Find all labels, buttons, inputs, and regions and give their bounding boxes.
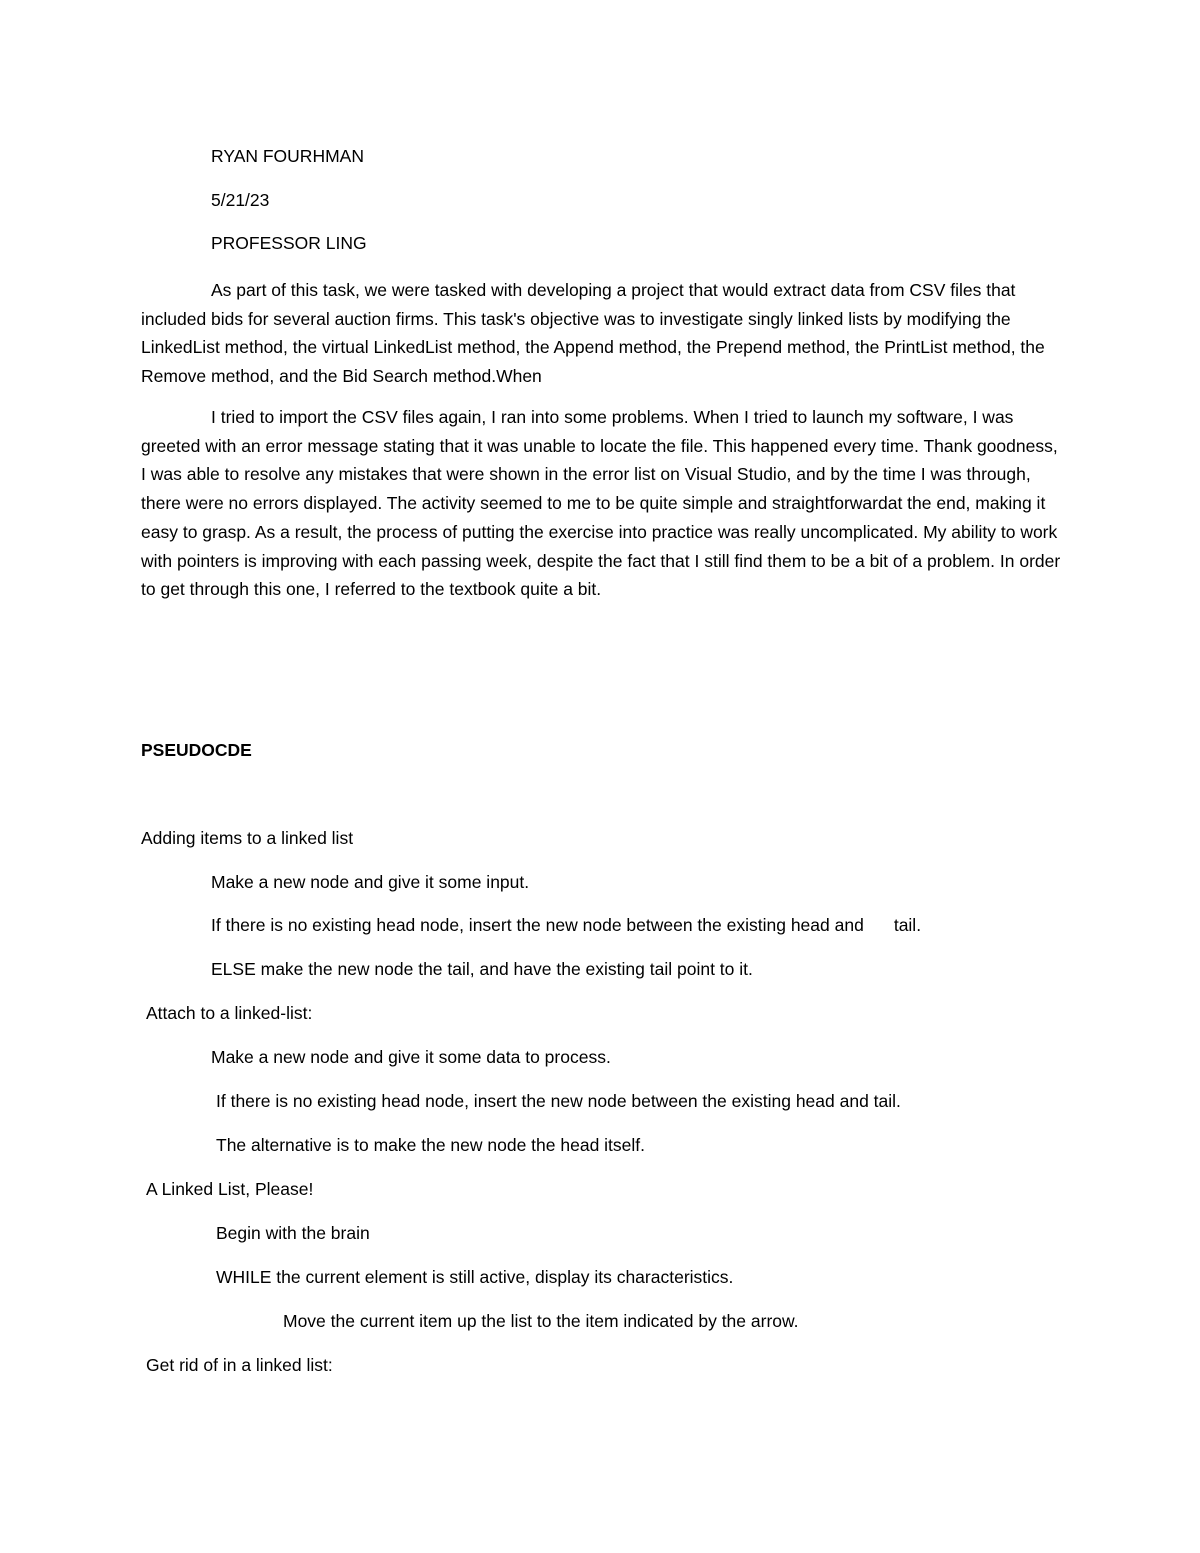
attach-step-1: Make a new node and give it some data to process.	[211, 1047, 611, 1067]
author-name: RYAN FOURHMAN	[211, 146, 364, 166]
adding-step-3: ELSE make the new node the tail, and have the existing tail point to it.	[211, 959, 753, 979]
print-section-title: A Linked List, Please!	[146, 1179, 314, 1199]
document-date: 5/21/23	[211, 190, 270, 210]
adding-step-1: Make a new node and give it some input.	[211, 872, 530, 892]
adding-step-2-tail: tail.	[893, 915, 922, 935]
attach-step-2: If there is no existing head node, insert the new node between the existing head and tail.	[216, 1091, 901, 1111]
attach-step-3: The alternative is to make the new node the head itself.	[216, 1135, 646, 1155]
print-step-3: Move the current item up the list to the item indicated by the arrow.	[283, 1311, 799, 1331]
print-step-2: WHILE the current element is still active, display its characteristics.	[216, 1267, 734, 1287]
remove-section-title: Get rid of in a linked list:	[146, 1355, 333, 1375]
pseudocode-heading: PSEUDOCDE	[141, 740, 252, 760]
attach-section-title: Attach to a linked-list:	[146, 1003, 313, 1023]
professor-name: PROFESSOR LING	[211, 233, 367, 253]
body-paragraph-1: As part of this task, we were tasked with developing a project that would extract data from CSV files that included bids for several auction firms. This task's objective was to investigate singly linked lists by modifying the LinkedList method, the virtual LinkedList method, the Append method, the Prepend method, the PrintList method, the Remove method, and the Bid Search method.When	[141, 280, 1045, 387]
print-step-1: Begin with the brain	[216, 1223, 370, 1243]
adding-section-title: Adding items to a linked list	[141, 828, 354, 848]
adding-step-2-text: If there is no existing head node, insert the new node between the existing head and	[211, 915, 864, 935]
adding-step-2	[211, 911, 921, 939]
body-paragraph-2: I tried to import the CSV files again, I ran into some problems. When I tried to launch my software, I was greeted with an error message stating that it was unable to locate the file. This happened every time. Thank goodness, I was able to resolve any mistakes that were shown in the error list on Visual Studio, and by the time I was through, there were no errors displayed. The activity seemed to me to be quite simple and straightforwardat the end, making it easy to grasp. As a result, the process of putting the exercise into practice was really uncomplicated. My ability to work with pointers is improving with each passing week, despite the fact that I still find them to be a bit of a problem. In order to get through this one, I referred to the textbook quite a bit.	[141, 407, 1061, 600]
